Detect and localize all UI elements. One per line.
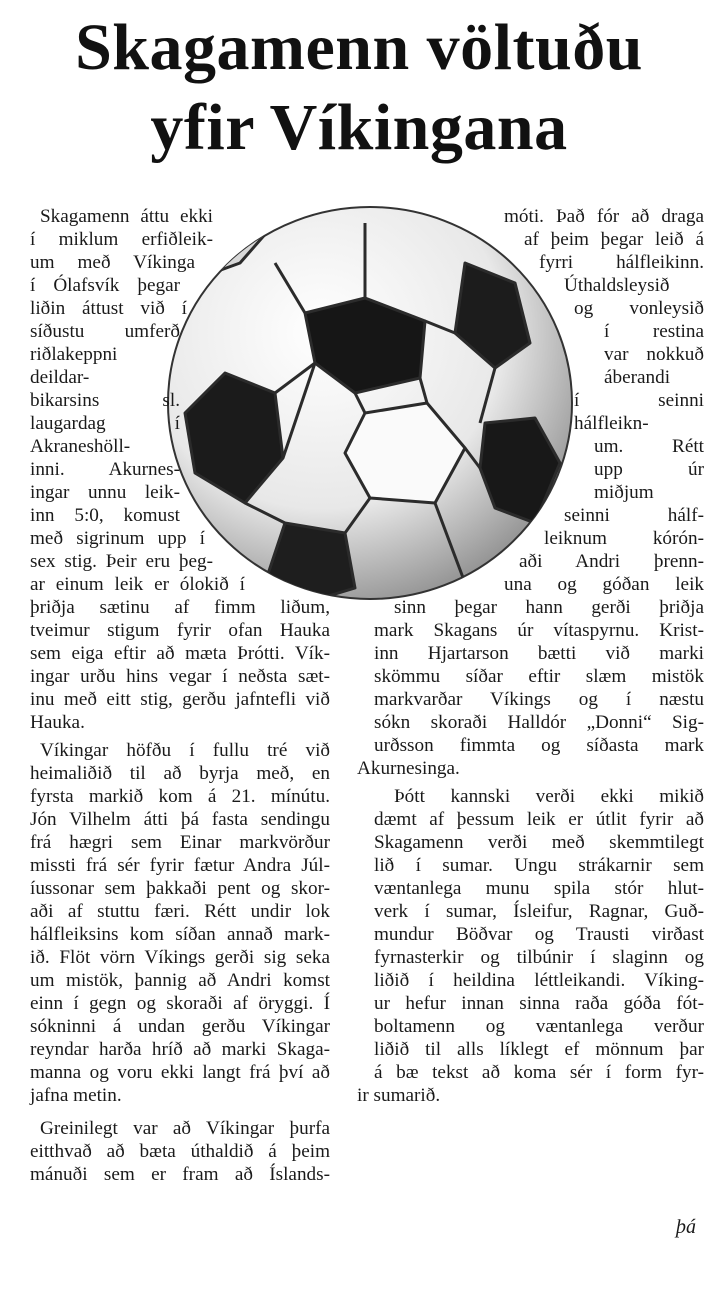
left-text-line: í Ólafsvík þegar <box>30 275 180 296</box>
right-text-line: hálfleikn- <box>574 413 649 434</box>
right-text-line: skömmu síðar eftir slæm mistök <box>374 666 704 687</box>
right-text-line: fyrnasterkir og tilbúnir í slaginn og <box>374 947 704 968</box>
left-text-line: Skagamenn áttu ekki <box>40 206 213 227</box>
left-text-line: Hauka. <box>30 712 85 733</box>
right-text-line: dæmt af þessum leik er útlit fyrir að <box>374 809 704 830</box>
left-text-line: íussonar sem þakkaði pent og skor- <box>30 878 330 899</box>
right-text-line: miðjum <box>594 482 654 503</box>
right-text-line: móti. Það fór að draga <box>504 206 704 227</box>
right-text-line: áberandi <box>604 367 671 388</box>
left-text-line: bikarsins sl. <box>30 390 180 411</box>
left-text-line: sex stig. Þeir eru þeg- <box>30 551 213 572</box>
right-text-line: boltamenn og væntanlega verður <box>374 1016 704 1037</box>
right-text-line: og vonleysið <box>574 298 704 319</box>
left-text-line: deildar- <box>30 367 90 388</box>
left-text-line: um mistök, þannig að Andri komst <box>30 970 330 991</box>
right-text-line: á bæ tekst að koma sér í form fyr- <box>374 1062 704 1083</box>
left-text-line: aði af stuttu færi. Rétt undir lok <box>30 901 330 922</box>
headline-line-1: Skagamenn völtuðu <box>75 11 643 84</box>
right-text-line: upp úr <box>594 459 704 480</box>
left-text-line: um með Víkinga <box>30 252 195 273</box>
left-text-line: ar einum leik er ólokið í <box>30 574 245 595</box>
left-text-line: Jón Vilhelm átti þá fasta sendingu <box>30 809 330 830</box>
left-text-line: inn 5:0, komust <box>30 505 180 526</box>
left-text-line: einn í gegn og skoraði af öryggi. Í <box>30 993 330 1014</box>
right-text-line: Akurnesinga. <box>357 758 460 779</box>
left-text-line: Akraneshöll- <box>30 436 131 457</box>
right-text-line: liðið til alls líklegt ef mönnum þar <box>374 1039 704 1060</box>
right-text-line: sókn skoraði Halldór „Donni“ Sig- <box>374 712 704 733</box>
left-text-line: reyndar harða hríð að marki Skaga- <box>30 1039 330 1060</box>
left-text-line: sókninni á undan gerðu Víkingar <box>30 1016 330 1037</box>
right-text-line: af þeim þegar leið á <box>524 229 704 250</box>
left-text-line: með sigrinum upp í <box>30 528 205 549</box>
right-text-line: mark Skagans úr vítaspyrnu. Krist- <box>374 620 704 641</box>
left-text-line: tveimur stigum fyrir ofan Hauka <box>30 620 330 641</box>
right-text-line: leiknum kórón- <box>544 528 704 549</box>
right-text-line: Úthaldsleysið <box>564 275 670 296</box>
left-text-line: ið. Flöt vörn Víkings gerði sig seka <box>30 947 330 968</box>
right-text-line: fyrri hálfleikinn. <box>539 252 704 273</box>
left-text-line: síðustu umferð <box>30 321 180 342</box>
right-text-line: Þótt kannski verði ekki mikið <box>394 786 704 807</box>
left-text-line: manna og voru ekki langt frá því að <box>30 1062 330 1083</box>
left-text-line: ingar urðu hins vegar í neðsta sæt- <box>30 666 330 687</box>
headline-line-2: yfir Víkingana <box>150 91 568 164</box>
left-text-line: sem eiga eftir að mæta Þrótti. Vík- <box>30 643 330 664</box>
left-text-line: Víkingar höfðu í fullu tré við <box>40 740 330 761</box>
left-text-line: inu með eitt stig, gerðu jafntefli við <box>30 689 330 710</box>
left-text-line: mánuði sem er fram að Íslands- <box>30 1164 330 1185</box>
right-text-line: í restina <box>604 321 704 342</box>
left-text-line: frá hægri sem Einar markvörður <box>30 832 330 853</box>
right-text-line: um. Rétt <box>594 436 704 457</box>
left-text-line: fyrsta markið kom á 21. mínútu. <box>30 786 330 807</box>
right-text-line: una og góðan leik <box>504 574 704 595</box>
left-text-line: ingar unnu leik- <box>30 482 180 503</box>
right-text-line: urðsson fimmta og síðasta mark <box>374 735 704 756</box>
right-text-line: sinn þegar hann gerði þriðja <box>394 597 704 618</box>
soccer-ball-image <box>165 203 575 603</box>
right-text-line: markvarðar Víkings og í næstu <box>374 689 704 710</box>
right-text-line: Skagamenn verði með skemmtilegt <box>374 832 704 853</box>
left-text-line: jafna metin. <box>30 1085 122 1106</box>
left-text-line: heimaliðið til að byrja með, en <box>30 763 330 784</box>
left-text-line: missti frá sér fyrir fætur Andra Júl- <box>30 855 330 876</box>
right-text-line: mundur Böðvar og Trausti virðast <box>374 924 704 945</box>
left-text-line: í miklum erfiðleik- <box>30 229 213 250</box>
right-text-line: var nokkuð <box>604 344 704 365</box>
right-text-line: lið í sumar. Ungu strákarnir sem <box>374 855 704 876</box>
right-text-line: ur hefur innan sinna raða góða fót- <box>374 993 704 1014</box>
right-text-line: ir sumarið. <box>357 1085 441 1106</box>
left-text-line: Greinilegt var að Víkingar þurfa <box>40 1118 330 1139</box>
right-text-line: væntanlega munu spila stór hlut- <box>374 878 704 899</box>
right-text-line: inn Hjartarson bætti við marki <box>374 643 704 664</box>
right-text-line: í seinni <box>574 390 704 411</box>
left-text-line: inni. Akurnes- <box>30 459 180 480</box>
right-text-line: liðið í heildina léttleikandi. Víking- <box>374 970 704 991</box>
left-text-line: riðlakeppni <box>30 344 118 365</box>
left-text-line: þriðja sætinu af fimm liðum, <box>30 597 330 618</box>
left-text-line: liðin áttust við í <box>30 298 187 319</box>
right-text-line: aði Andri þrenn- <box>519 551 704 572</box>
left-text-line: hálfleiksins kom síðan annað mark- <box>30 924 330 945</box>
right-text-line: seinni hálf- <box>564 505 704 526</box>
author-signature: þá <box>676 1216 696 1238</box>
right-text-line: verk í sumar, Ísleifur, Ragnar, Guð- <box>374 901 704 922</box>
left-text-line: eitthvað að bæta úthaldið á þeim <box>30 1141 330 1162</box>
left-text-line: laugardag í <box>30 413 180 434</box>
